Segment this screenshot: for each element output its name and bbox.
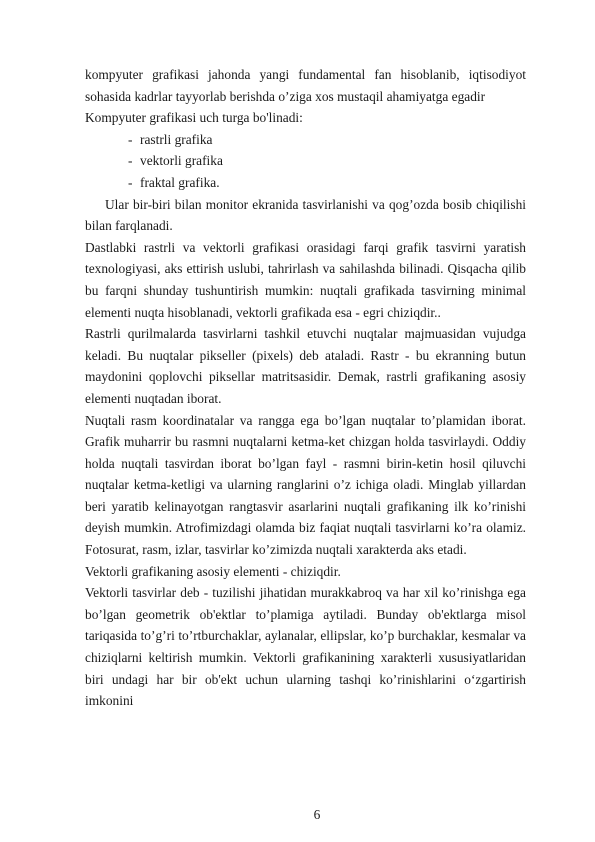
paragraph-raster: Rastrli qurilmalarda tasvirlarni tashkil etuvchi nuqtalar majmuasidan vujudga keladi. Bu nuqtalar pikseller (pixels) deb ataladi. Rastr - bu ekranning butun maydonini qoplovchi piksellar matritsasidir. Demak, rastrli grafikaning asosiy elementi nuqtadan iborat. [85,326,526,406]
page-number: 6 [313,807,321,822]
paragraph-vector-images: Vektorli tasvirlar deb - tuzilishi jihatidan murakkabroq va har xil ko’rinishga ega bo’lgan geometrik ob'ektlar to’plamiga aytiladi. Bunday ob'ektlarga misol tariqasida to’g’ri to’rtburchaklar, aylanalar, ellipslar, ko’p burchaklar, kesmalar va chiziqlarni keltirish mumkin. Vektorli grafikanining xarakterli xususiyatlaridan biri undagi har bir ob'ekt uchun ularning tashqi ko’rinishlarini o‘zgartirish imkonini [85,585,526,709]
paragraph-dot-image: Nuqtali rasm koordinatalar va rangga ega bo’lgan nuqtalar to’plamidan iborat. Grafik muharrir bu rasmni nuqtalarni ketma-ket chizgan holda tasvirlaydi. Oddiy holda nuqtali tasvirdan iborat bo’lgan fayl - rasmni birin-ketin hosil qiluvchi nuqtalar ketma-ketligi va ularning ranglarini o’z ichiga oladi. Minglab yillardan beri yaratib kelinayotgan rangtasvir asarlarini nuqtali grafikaning ilk ko’rinishi deyish mumkin. Atrofimizdagi olamda biz faqiat nuqtali tasvirlarni ko’ra olamiz. Fotosurat, rasm, izlar, tasvirlar ko’zimizda nuqtali xarakterda aks etadi. [85,412,526,558]
document-page [85,64,526,712]
paragraph-intro: kompyuter grafikasi jahonda yangi fundamental fan hisoblanib, iqtisodiyot sohasida kadrlar tayyorlab berishda o’ziga xos mustaqil ahamiyatga egadir [85,67,526,104]
paragraph-vector-element: Vektorli grafikaning asosiy elementi - chiziqdir. [85,563,341,579]
paragraph-types-heading: Kompyuter grafikasi uch turga bo'linadi: [85,110,303,126]
list-item-text: vektorli grafika [140,153,223,169]
dash-bullet: - [128,174,133,190]
list-item-text: rastrli grafika [140,131,213,147]
paragraph-initial-difference: Dastlabki rastrli va vektorli grafikasi orasidagi farqi grafik tasvirni yaratish texnologiyasi, aks ettirish uslubi, tahrirlash va sahilashda bilinadi. Qisqacha qilib bu farqni shunday tushuntirish mumkin: nuqtali grafikada tasvirning minimal elementi nuqta hisoblanadi, vektorli grafikada esa - egri chiziqdir.. [85,239,526,320]
paragraph-difference: Ular bir-biri bilan monitor ekranida tasvirlanishi va qog’ozda bosib chiqilishi bilan farqlanadi. [85,196,526,234]
list-item [85,129,526,151]
dash-bullet: - [128,131,133,147]
dash-bullet: - [128,153,133,169]
list-item-text: fraktal grafika. [140,174,220,190]
graphics-types-list [85,129,526,194]
list-item [85,150,526,172]
list-item [85,172,526,194]
